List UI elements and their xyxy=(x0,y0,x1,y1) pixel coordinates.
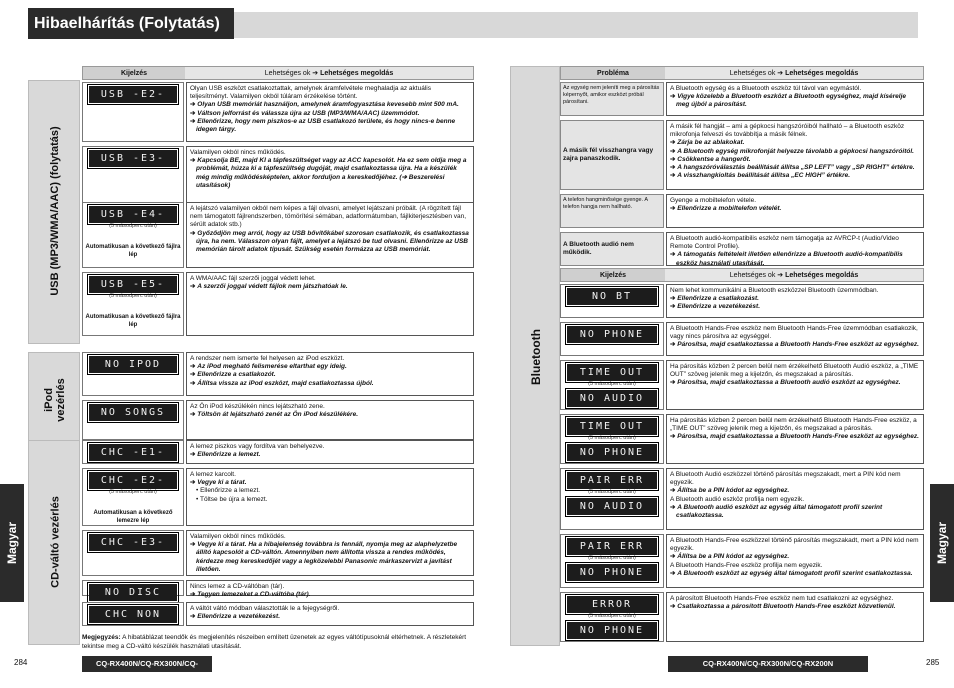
lcd-readout: CHC -E2- xyxy=(89,472,177,489)
problem-label: A Bluetooth audió nem működik. xyxy=(560,232,664,266)
auto-next-note: Automatikusan a következő fájlra lép xyxy=(85,244,181,258)
solution-item: ➔ Ellenőrizze a mobiltelefon vételét. xyxy=(670,205,920,213)
solution-item: ➔ Csökkentse a hangerőt. xyxy=(670,156,920,164)
cause-text: Nincs lemez a CD-váltóban (tár). xyxy=(190,583,285,590)
cause-text: Valamilyen okból nincs működés. xyxy=(190,149,286,156)
lcd-readout: NO BT xyxy=(567,288,657,305)
display-cell xyxy=(82,580,184,596)
cause-text-2: A Bluetooth audió eszköz profilja nem egyezik. xyxy=(670,495,805,503)
cause-text: A Bluetooth audió-kompatibilis eszköz nem támogatja az AVRCP-t (Audio/Video Remote Control Profile). xyxy=(670,235,899,251)
col-problem-header: Probléma xyxy=(561,67,665,79)
display-cell xyxy=(560,534,664,588)
solution-item: ➔ Ellenőrizze, hogy nem piszkos-e az USB csatlakozó területe, és hogy nincs-e benne idegen tárgy. xyxy=(190,118,470,134)
cause-text: A Bluetooth egység és a Bluetooth eszköz túl távol van egymástól. xyxy=(670,85,862,92)
page-title: Hibaelhárítás (Folytatás) xyxy=(28,8,234,39)
right-table-header-problem xyxy=(560,66,924,80)
problem-label: Az egység nem jeleníti meg a párosítás képernyőt, amikor eszközt próbál párosítani. xyxy=(560,82,664,116)
right-table-header-display xyxy=(560,268,924,282)
cause-cell xyxy=(186,272,474,336)
cause-text: A Bluetooth Audió eszközzel történő párosítás megszakadt, mert a PIN kód nem egyezik. xyxy=(670,471,901,487)
auto-next-note: Automatikusan a következő lemezre lép xyxy=(93,510,173,524)
lcd-readout: PAIR ERR xyxy=(567,472,657,489)
solution-item: ➔ Állítsa be a PIN kódot az egységhez. xyxy=(670,487,920,495)
page-number-left: 284 xyxy=(14,658,28,667)
solution-item: ➔ Az iPod megható felismerése eltarthat egy ideig. xyxy=(190,363,470,371)
lcd-readout: NO DISC xyxy=(89,584,177,601)
cause-cell xyxy=(666,82,924,116)
cause-cell xyxy=(666,194,924,228)
cause-text: A lemez karcolt. xyxy=(190,471,236,478)
cause-text: A Bluetooth Hands-Free eszköz nem Bluetooth Hands-Free üzemmódban csatlakozik, vagy nincs párosítva az egységgel. xyxy=(670,325,918,341)
solution-item: ➔ Ellenőrizze a lemezt. xyxy=(190,451,470,459)
cause-cell xyxy=(186,146,474,206)
language-tab-right-label: Magyar xyxy=(935,521,949,565)
page-number-right: 285 xyxy=(926,658,940,667)
language-tab-right xyxy=(930,484,954,602)
bullet-item: • Ellenőrizze a lemezt. xyxy=(190,487,470,495)
cause-text: A lemez piszkos vagy fordítva van behelyezve. xyxy=(190,443,325,450)
cause-text: Nem lehet kommunikálni a Bluetooth eszközzel Bluetooth üzemmódban. xyxy=(670,287,879,294)
lcd-readout-2: NO PHONE xyxy=(567,564,657,581)
cause-cell xyxy=(186,352,474,396)
solution-item: ➔ Vegye ki a tárat. Ha a hibajelenség továbbra is fennáll, nyomja meg az alaphelyzetbe állító kapcsolót a CD-váltón. Amennyiben nem állította vissza a rendes működés, kérdezze meg kereskedőjét vagy a legközelebbi Panasonic márkaszervizt a javítást illetően. xyxy=(190,541,470,574)
cause-cell xyxy=(666,592,924,642)
model-number-left: CQ-RX400N/CQ-RX300N/CQ-RX200N xyxy=(82,656,212,672)
cause-cell xyxy=(666,360,924,410)
display-cell xyxy=(82,530,184,576)
problem-label: A telefon hangminősége gyenge. A telefon hangja nem hallható. xyxy=(560,194,664,228)
section-ipod-label: iPod vezérlés xyxy=(43,378,67,422)
cause-text: Ha párosítás közben 2 percen belül nem érzékelhető Bluetooth Audió eszköz, a „TIME OUT” szöveg jelenik meg a kijelzőn, és megszakad a párosítás. xyxy=(670,363,919,379)
cause-text: A rendszer nem ismerte fel helyesen az iPod eszközt. xyxy=(190,355,345,362)
solution-item: ➔ Ellenőrizze a vezetékezést. xyxy=(190,613,470,621)
lcd-readout: NO PHONE xyxy=(567,326,657,343)
display-cell xyxy=(82,440,184,464)
cause-text-2: A Bluetooth Hands-Free eszköz profilja nem egyezik. xyxy=(670,561,823,569)
solution-item: ➔ Ellenőrizze a csatlakozót. xyxy=(190,371,470,379)
lcd-readout: USB -E3- xyxy=(89,150,177,167)
solution-item: ➔ Állítsa be a PIN kódot az egységhez. xyxy=(670,553,920,561)
cause-text: Olyan USB eszközt csatlakoztattak, amelynek áramfelvétele meghaladja az aktuális teljesítményt. Valamilyen okból túláram érzékelése történt. xyxy=(190,85,431,101)
section-usb-label: USB (MP3/WMA/AAC) (folytatás) xyxy=(49,126,61,296)
cause-text: Az Ön iPod készülékén nincs lejátszható zene. xyxy=(190,403,325,410)
left-table-header xyxy=(82,66,474,80)
cause-text: Ha párosítás közben 2 percen belül nem érzékelhető Bluetooth Hands-Free eszköz, a „TIME OUT” szöveg jelenik meg a kijelzőn, és megszakad a párosítás. xyxy=(670,417,917,433)
solution-item: ➔ Tegyen lemezeket a CD-váltóba (tár). xyxy=(190,591,470,599)
display-cell xyxy=(560,414,664,464)
footnote: Megjegyzés: A hibatáblázat teendők és megjelenítés részeiben említett üzenetek az egyes váltótípusoknál eltérhetnek. A részletekért tekintse meg a CD-váltó készülék használati utasítását. xyxy=(82,634,467,650)
section-cd xyxy=(28,440,80,645)
lcd-readout: TIME OUT xyxy=(567,364,657,381)
solution-item: ➔ Párosítsa, majd csatlakoztassa a Bluetooth Hands-Free eszközt az egységhez. xyxy=(670,341,920,349)
cause-text: A párosított Bluetooth Hands-Free eszköz nem tud csatlakozni az egységhez. xyxy=(670,595,894,602)
cause-cell xyxy=(666,534,924,588)
solution-item: ➔ A hangszóróválasztás beállítását állítsa „SP LEFT” vagy „SP RIGHT” értékre. xyxy=(670,164,920,172)
solution-item: ➔ Állítsa vissza az iPod eszközt, majd csatlakoztassa újból. xyxy=(190,380,470,388)
cause-cell xyxy=(186,468,474,526)
lcd-readout: TIME OUT xyxy=(567,418,657,435)
section-bluetooth xyxy=(510,66,560,646)
cause-text: Valamilyen okból nincs működés. xyxy=(190,533,286,540)
problem-label: A másik fél visszhangra vagy zajra panaszkodik. xyxy=(560,120,664,190)
lcd-readout-2: NO AUDIO xyxy=(567,498,657,515)
lcd-readout-2: NO PHONE xyxy=(567,444,657,461)
solution-item: ➔ Párosítsa, majd csatlakoztassa a Bluetooth Hands-Free eszközt az egységhez. xyxy=(670,433,920,441)
solution-item: ➔ Kapcsolja BE, majd KI a tápfeszültséget vagy az ACC kapcsolót. Ha ez sem oldja meg a problémát, húzza ki a tápfeszültség dugóját, majd csatlakoztassa újra. Ha a készülék még mindig működésképtelen, akkor forduljon a kereskedőjéhez. (➔ Beszerelési utasítások) xyxy=(190,157,470,190)
section-usb xyxy=(28,80,80,344)
lcd-readout-blank xyxy=(89,499,177,509)
display-cell xyxy=(560,284,664,318)
solution-item: ➔ Töltsön át lejátszható zenét az Ön iPod készülékére. xyxy=(190,411,470,419)
solution-item: ➔ Ellenőrizze a vezetékezést. xyxy=(670,303,920,311)
lcd-readout: CHC -E3- xyxy=(89,534,177,551)
delay-note: (5 másodperc után) xyxy=(588,613,636,619)
solution-item: ➔ Zárja be az ablakokat. xyxy=(670,139,920,147)
cause-text: A másik fél hangját – ami a gépkocsi hangszóróiból hallható – a Bluetooth eszköz mikrofonja felveszi és továbbítja a másik félnek. xyxy=(670,123,905,139)
col-cause-header-right-2: Lehetséges ok ➔ Lehetséges megoldás xyxy=(729,272,859,279)
lcd-readout-2: NO AUDIO xyxy=(567,390,657,407)
section-cd-label: CD-váltó vezérlés xyxy=(49,496,62,588)
delay-note: (5 másodperc után) xyxy=(588,489,636,495)
col-display-header: Kijelzés xyxy=(83,67,185,79)
cause-cell xyxy=(186,602,474,626)
display-cell xyxy=(82,272,184,336)
auto-next-note: Automatikusan a következő fájlra lép xyxy=(85,314,181,328)
display-cell xyxy=(82,146,184,206)
lcd-readout: ERROR xyxy=(567,596,657,613)
display-cell xyxy=(560,322,664,356)
solution-item: ➔ Vigye közelebb a Bluetooth eszközt a Bluetooth egységhez, majd kísérelje meg újból a párosítást. xyxy=(670,93,920,109)
lcd-readout: PAIR ERR xyxy=(567,538,657,555)
delay-note: (5 másodperc után) xyxy=(109,293,157,299)
cause-cell xyxy=(666,232,924,266)
delay-note: (5 másodperc után) xyxy=(588,381,636,387)
lcd-readout: USB -E2- xyxy=(89,86,177,103)
cause-text: A Bluetooth Hands-Free eszközzel történő párosítás megszakadt, mert a PIN kód nem egyezik. xyxy=(670,537,919,553)
lcd-readout-2: NO PHONE xyxy=(567,622,657,639)
solution-item-2: ➔ A Bluetooth audió eszközt az egység által támogatott profil szerint csatlakoztassa. xyxy=(670,504,920,520)
cause-text: A váltót váltó módban választották le a fejegységről. xyxy=(190,605,340,612)
solution-item: ➔ A támogatás feltételeit illetően ellenőrizze a Bluetooth audió-kompatibilis eszköz használati utasítását. xyxy=(670,251,920,267)
cause-cell xyxy=(666,120,924,190)
cause-text: Gyenge a mobiltelefon vétele. xyxy=(670,197,756,204)
cause-cell xyxy=(666,414,924,464)
solution-item: ➔ A Bluetooth egység mikrofonját helyezze távolabb a gépkocsi hangszóróitól. xyxy=(670,148,920,156)
lcd-readout: USB -E5- xyxy=(89,276,177,293)
solution-item: ➔ Vegye ki a tárat. xyxy=(190,479,470,487)
display-cell xyxy=(560,360,664,410)
cause-cell xyxy=(186,202,474,268)
solution-item: ➔ Olyan USB memóriát használjon, amelynek áramfogyasztása kevesebb mint 500 mA. xyxy=(190,101,470,109)
delay-note: (5 másodperc után) xyxy=(109,223,157,229)
solution-item: ➔ Győződjön meg arról, hogy az USB bővítőkábel szorosan csatlakozik, és csatlakoztassa újra, ha nem. Válasszon olyan fájlt, amelyet a lejátszó be tud olvasni. Ellenőrizze az USB memórián tárolt adatok típusát. Szükség esetén formázza az USB memóriát. xyxy=(190,230,470,255)
cause-cell xyxy=(666,284,924,318)
section-bluetooth-label: Bluetooth xyxy=(529,329,543,385)
language-tab-left xyxy=(0,484,24,602)
cause-cell xyxy=(186,82,474,142)
display-cell xyxy=(560,468,664,530)
lcd-readout: NO SONGS xyxy=(89,404,177,421)
col-cause-header: Lehetséges ok ➔ Lehetséges megoldás xyxy=(264,70,394,77)
cause-cell xyxy=(186,440,474,464)
col-cause-header-right: Lehetséges ok ➔ Lehetséges megoldás xyxy=(729,70,859,77)
lcd-readout: CHC NON xyxy=(89,606,177,623)
solution-item: ➔ A visszhangkioltás beállítását állítsa „EC HIGH” értékre. xyxy=(670,172,920,180)
language-tab-left-label: Magyar xyxy=(5,521,19,565)
cause-cell xyxy=(666,322,924,356)
display-cell xyxy=(82,468,184,526)
display-cell xyxy=(560,592,664,642)
delay-note: (5 másodperc után) xyxy=(588,555,636,561)
solution-item: ➔ A szerzői joggal védett fájlok nem játszhatóak le. xyxy=(190,283,470,291)
cause-cell xyxy=(186,400,474,440)
cause-cell xyxy=(186,530,474,576)
cause-cell xyxy=(186,580,474,599)
cause-text: A WMA/AAC fájl szerzői joggal védett lehet. xyxy=(190,275,316,282)
solution-item-2: ➔ A Bluetooth eszközt az egység által támogatott profil szerint csatlakoztassa. xyxy=(670,570,920,578)
cause-text: A lejátszó valamilyen okból nem képes a fájl olvasni, amelyet lejátszani próbált. (A rögzített fájl nem támogatott fájlrendszerben, tömörítési sémában, adatformátumban, fájlkiterjesztésben van, sérült adatok stb.) xyxy=(190,205,467,229)
lcd-readout: CHC -E1- xyxy=(89,444,177,461)
delay-note: (5 másodperc után) xyxy=(109,489,157,495)
col-display-header-right: Kijelzés xyxy=(561,269,665,281)
model-number-right: CQ-RX400N/CQ-RX300N/CQ-RX200N xyxy=(668,656,868,672)
display-cell xyxy=(82,82,184,142)
lcd-readout-blank xyxy=(89,233,177,243)
solution-item: ➔ Párosítsa, majd csatlakoztassa a Bluetooth audió eszközt az egységhez. xyxy=(670,379,920,387)
solution-item: ➔ Váltson jelforrást és válassza újra az USB (MP3/WMA/AAC) üzemmódot. xyxy=(190,110,470,118)
display-cell xyxy=(82,602,184,626)
solution-item: ➔ Ellenőrizze a csatlakozást. xyxy=(670,295,920,303)
lcd-readout: USB -E4- xyxy=(89,206,177,223)
section-ipod xyxy=(28,352,80,442)
display-cell xyxy=(82,400,184,440)
delay-note: (5 másodperc után) xyxy=(588,435,636,441)
lcd-readout-blank xyxy=(89,303,177,313)
display-cell xyxy=(82,202,184,268)
display-cell xyxy=(82,352,184,396)
solution-item: ➔ Csatlakoztassa a párosított Bluetooth Hands-Free eszközt közvetlenül. xyxy=(670,603,920,611)
bullet-item: • Töltse be újra a lemezt. xyxy=(190,496,470,504)
lcd-readout: NO IPOD xyxy=(89,356,177,373)
cause-cell xyxy=(666,468,924,530)
